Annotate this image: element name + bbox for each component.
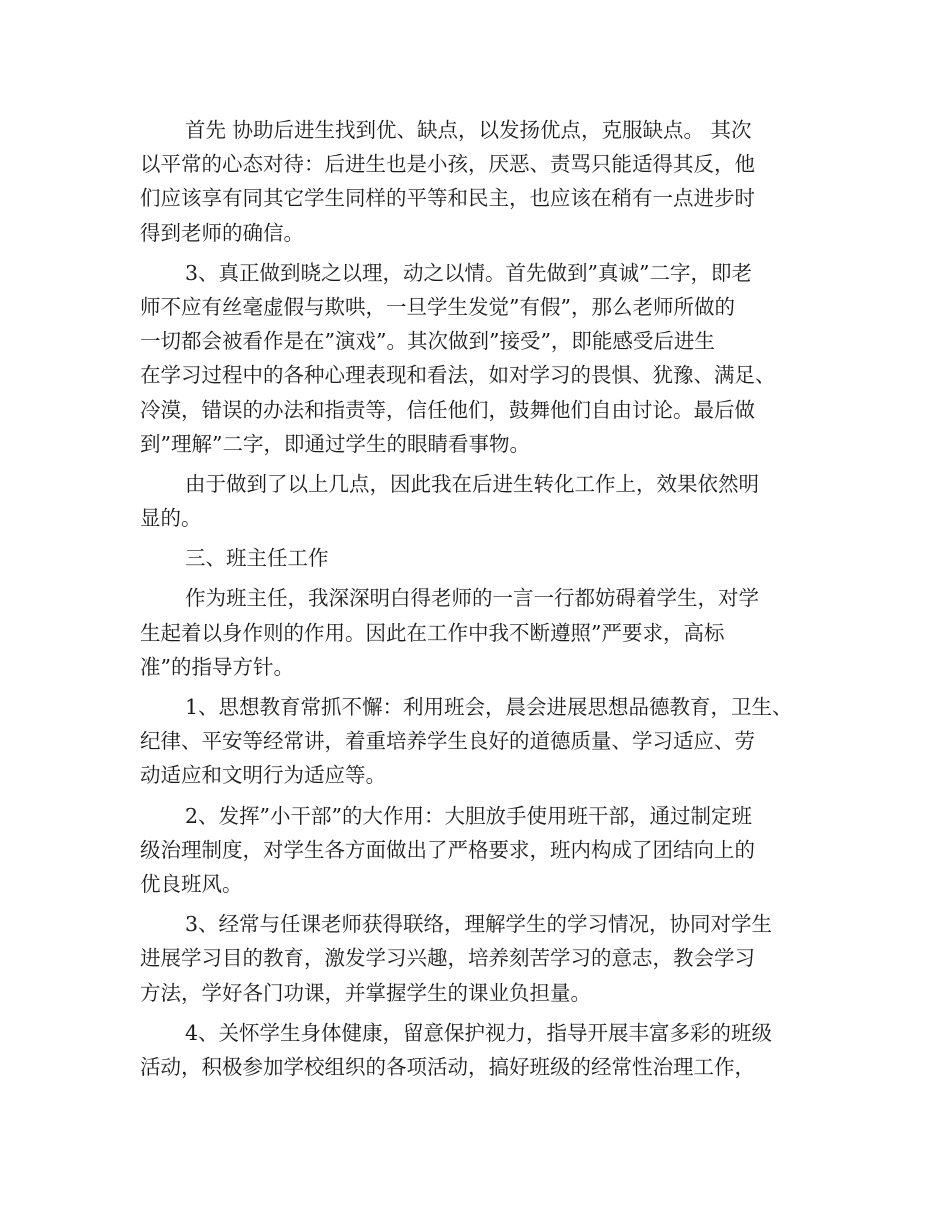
paragraph — [140, 907, 820, 1010]
text-line: 冷漠，错误的办法和指责等，信任他们，鼓舞他们自由讨论。最后做 — [140, 397, 755, 422]
text-line: 显的。 — [140, 506, 202, 531]
paragraph — [140, 690, 820, 793]
paragraph — [140, 1016, 820, 1084]
text-line: 4、关怀学生身体健康，留意保护视力，指导开展丰富多彩的班级 — [185, 1020, 773, 1045]
text-line: 优良班风。 — [140, 871, 243, 896]
paragraph — [140, 113, 820, 250]
paragraph — [140, 467, 820, 535]
text-line: 得到老师的确信。 — [140, 220, 304, 245]
text-line: 作为班主任，我深深明白得老师的一言一行都妨碍着学生，对学 — [185, 586, 759, 611]
document-body — [140, 113, 820, 1084]
text-line: 方法，学好各门功课，并掌握学生的课业负担量。 — [140, 980, 591, 1005]
text-line: 在学习过程中的各种心理表现和看法，如对学习的畏惧、犹豫、满足、 — [140, 363, 776, 388]
text-line: 3、真正做到晓之以理，动之以情。首先做到”真诚”二字，即老 — [185, 260, 753, 285]
text-line: 由于做到了以上几点，因此我在后进生转化工作上，效果依然明 — [185, 471, 759, 496]
text-line: 三、班主任工作 — [185, 546, 329, 571]
text-line: 准”的指导方针。 — [140, 654, 294, 679]
text-line: 一切都会被看作是在”演戏”。其次做到”接受”，即能感受后进生 — [140, 329, 715, 354]
paragraph — [140, 256, 820, 461]
text-line: 纪律、平安等经常讲，着重培养学生良好的道德质量、学习适应、劳 — [140, 729, 755, 754]
text-line: 1、思想教育常抓不懈：利用班会，晨会进展思想品德教育，卫生、 — [185, 695, 793, 719]
text-line: 进展学习目的教育，激发学习兴趣，培养刻苦学习的意志，教会学习 — [140, 946, 755, 971]
text-line: 动适应和文明行为适应等。 — [140, 763, 386, 788]
text-line: 师不应有丝毫虚假与欺哄，一旦学生发觉”有假”，那么老师所做的 — [140, 294, 735, 319]
text-line: 级治理制度，对学生各方面做出了严格要求，班内构成了团结向上的 — [140, 837, 755, 862]
text-line: 们应该享有同其它学生同样的平等和民主，也应该在稍有一点进步时 — [140, 186, 755, 211]
text-line: 2、发挥”小干部”的大作用：大胆放手使用班干部，通过制定班 — [185, 803, 753, 828]
paragraph — [140, 799, 820, 902]
text-line: 活动，积极参加学校组织的各项活动，搞好班级的经常性治理工作， — [140, 1054, 755, 1079]
text-line: 以平常的心态对待：后进生也是小孩，厌恶、责骂只能适得其反，他 — [140, 152, 755, 177]
text-line: 生起着以身作则的作用。因此在工作中我不断遵照”严要求，高标 — [140, 620, 725, 645]
paragraph — [140, 541, 820, 575]
text-line: 首先 协助后进生找到优、缺点，以发扬优点，克服缺点。 其次 — [185, 118, 752, 142]
paragraph — [140, 581, 820, 684]
text-line: 3、经常与任课老师获得联络，理解学生的学习情况，协同对学生 — [185, 912, 773, 937]
text-line: 到”理解”二字，即通过学生的眼睛看事物。 — [140, 431, 530, 456]
